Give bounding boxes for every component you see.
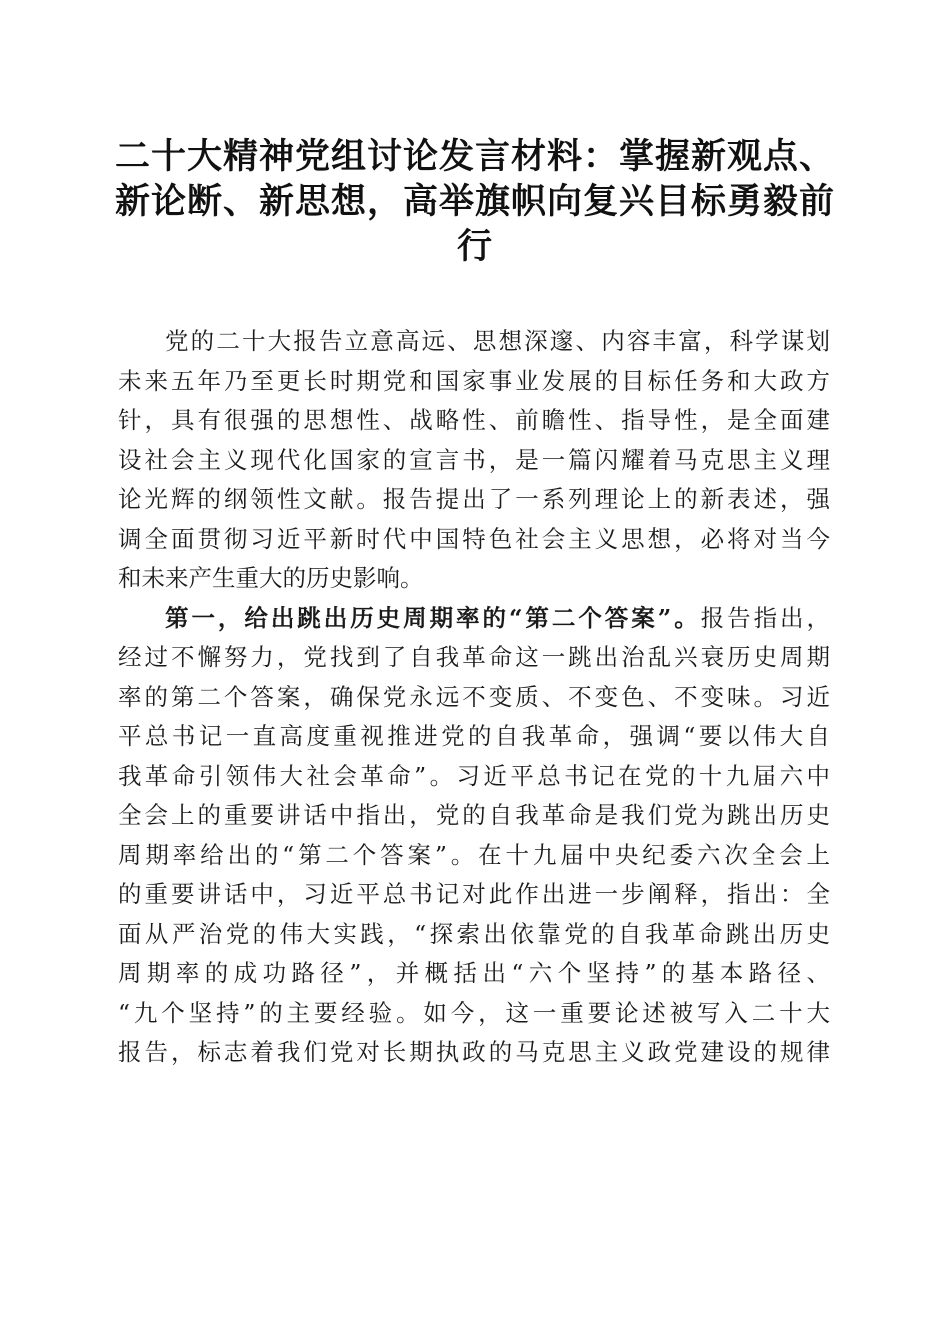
paragraph-line: 设社会主义现代化国家的宣言书，是一篇闪耀着马克思主义理 [118,445,830,474]
paragraph-line: 平总书记一直高度重视推进党的自我革命，强调“要以伟大自 [118,722,830,750]
paragraph-line [118,599,830,639]
paragraph-line: “九个坚持”的主要经验。如今，这一重要论述被写入二十大 [118,998,830,1027]
paragraph-line: 面从严治党的伟大实践，“探索出依靠党的自我革命跳出历史 [118,919,830,948]
paragraph-line: 论光辉的纲领性文献。报告提出了一系列理论上的新表述，强 [118,485,830,513]
paragraph-line: 针，具有很强的思想性、战略性、前瞻性、指导性，是全面建 [118,406,830,434]
paragraph-line: 我革命引领伟大社会革命”。习近平总书记在党的十九届六中 [118,761,830,790]
title-line: 二十大精神党组讨论发言材料：掌握新观点、 [114,136,835,177]
paragraph-line: 周期率的成功路径”，并概括出“六个坚持”的基本路径、 [118,959,830,987]
document-body [118,322,830,1073]
paragraph-line: 率的第二个答案，确保党永远不变质、不变色、不变味。习近 [118,682,830,711]
paragraph-line: 经过不懈努力，党找到了自我革命这一跳出治乱兴衰历史周期 [118,643,830,671]
section-heading: 第一，给出跳出历史周期率的“第二个答案”。 [165,603,701,632]
paragraph-text: 报告指出， [700,603,830,632]
paragraph-line: 和未来产生重大的历史影响。 [118,564,424,592]
title-line: 行 [456,226,493,267]
paragraph-line: 调全面贯彻习近平新时代中国特色社会主义思想，必将对当今 [118,524,830,553]
paragraph-line: 未来五年乃至更长时期党和国家事业发展的目标任务和大政方 [118,366,830,395]
title-line: 新论断、新思想，高举旗帜向复兴目标勇毅前 [114,181,835,222]
paragraph-line: 的重要讲话中，习近平总书记对此作出进一步阐释，指出：全 [118,880,830,908]
document-title [110,134,840,269]
paragraph-line: 党的二十大报告立意高远、思想深邃、内容丰富，科学谋划 [165,327,830,355]
paragraph-line: 全会上的重要讲话中指出，党的自我革命是我们党为跳出历史 [118,801,830,829]
paragraph-line: 报告，标志着我们党对长期执政的马克思主义政党建设的规律 [118,1038,830,1066]
paragraph-line: 周期率给出的“第二个答案”。在十九届中央纪委六次全会上 [118,840,830,869]
